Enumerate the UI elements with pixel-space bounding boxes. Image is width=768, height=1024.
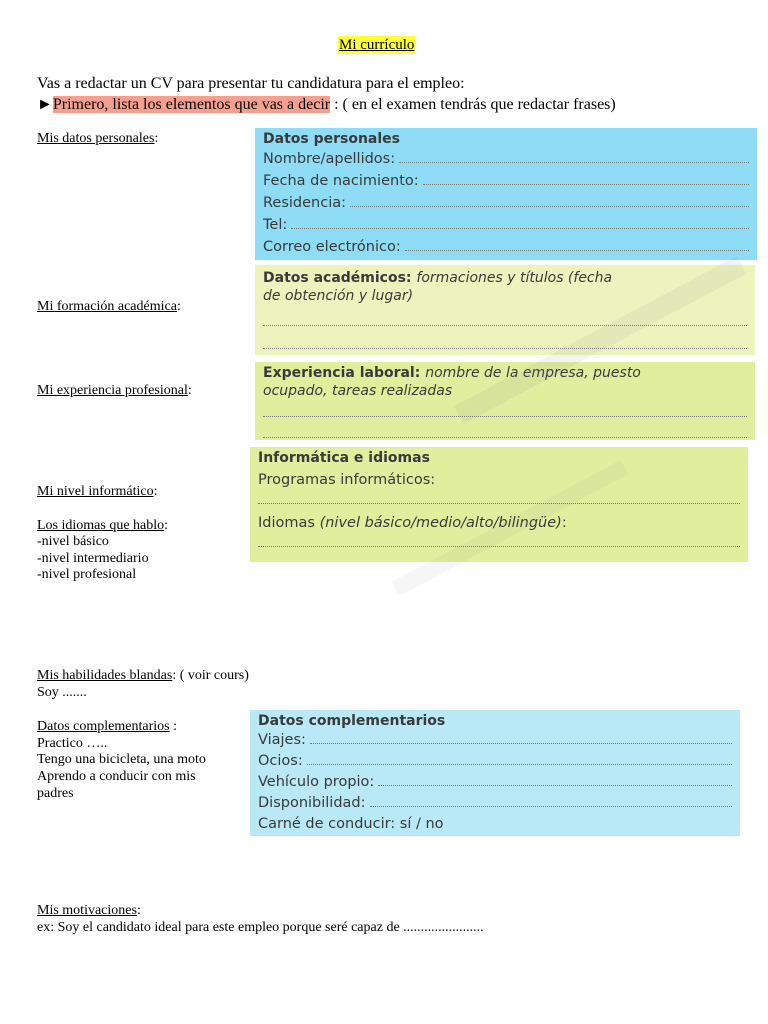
complementary-box [250,710,740,836]
field-row: Correo electrónico: [263,236,749,258]
label-personal: Mis datos personales: [37,131,159,146]
box-heading: Experiencia laboral: nombre de la empresa, puesto [263,365,641,381]
label-it: Mi nivel informático: [37,484,158,499]
field-row: Idiomas (nivel básico/medio/alto/bilingüe) : [258,515,567,531]
box-heading: Datos personales [263,131,400,147]
box-heading: Datos académicos: formaciones y títulos (fecha [263,270,613,286]
field-row: Nombre/apellidos: [263,148,749,170]
label-complementary: Datos complementarios : [37,719,177,734]
arrow-icon: ► [37,96,53,113]
field-row: Programas informáticos: [258,472,436,488]
box-subheading: ocupado, tareas realizadas [263,383,453,399]
complementary-line: Tengo una bicicleta, una moto [37,752,206,767]
label-academic: Mi formación académica: [37,299,181,314]
field-row: Viajes: [258,730,732,751]
box-heading: Informática e idiomas [258,450,430,466]
label-motivations: Mis motivaciones: [37,903,141,918]
complementary-line: Practico ….. [37,736,108,751]
language-level: -nivel profesional [37,567,137,582]
field-row: Tel: [263,214,749,236]
label-soft-skills: Mis habilidades blandas: ( voir cours) [37,668,249,683]
it-languages-box [250,447,748,562]
box-heading: Datos complementarios [258,713,446,729]
label-experience: Mi experiencia profesional: [37,383,192,398]
intro-line: Vas a redactar un CV para presentar tu candidatura para el empleo: [37,75,465,92]
motivations-line: ex: Soy el candidato ideal para este empleo porque seré capaz de ....................... [37,920,484,935]
field-row: Ocios: [258,751,732,772]
field-row: Vehículo propio: [258,772,732,793]
intro-instruction [37,95,616,114]
page-title: Mi currículo [339,37,415,53]
intro-rest: : ( en el examen tendrás que redactar frases) [330,96,616,113]
academic-data-box [255,265,755,355]
language-level: -nivel básico [37,534,109,549]
field-row: Disponibilidad: [258,793,732,814]
field-row: Carné de conducir: sí / no [258,816,444,832]
personal-data-box [255,128,757,260]
label-languages: Los idiomas que hablo: [37,518,169,533]
field-row: Residencia: [263,192,749,214]
complementary-line: padres [37,786,74,801]
soft-skills-line: Soy ....... [37,685,87,700]
language-level: -nivel intermediario [37,551,149,566]
intro-highlight: Primero, lista los elementos que vas a decir [52,96,331,113]
field-row: Fecha de nacimiento: [263,170,749,192]
complementary-line: Aprendo a conducir con mis [37,769,196,784]
box-subheading: de obtención y lugar) [263,288,414,304]
